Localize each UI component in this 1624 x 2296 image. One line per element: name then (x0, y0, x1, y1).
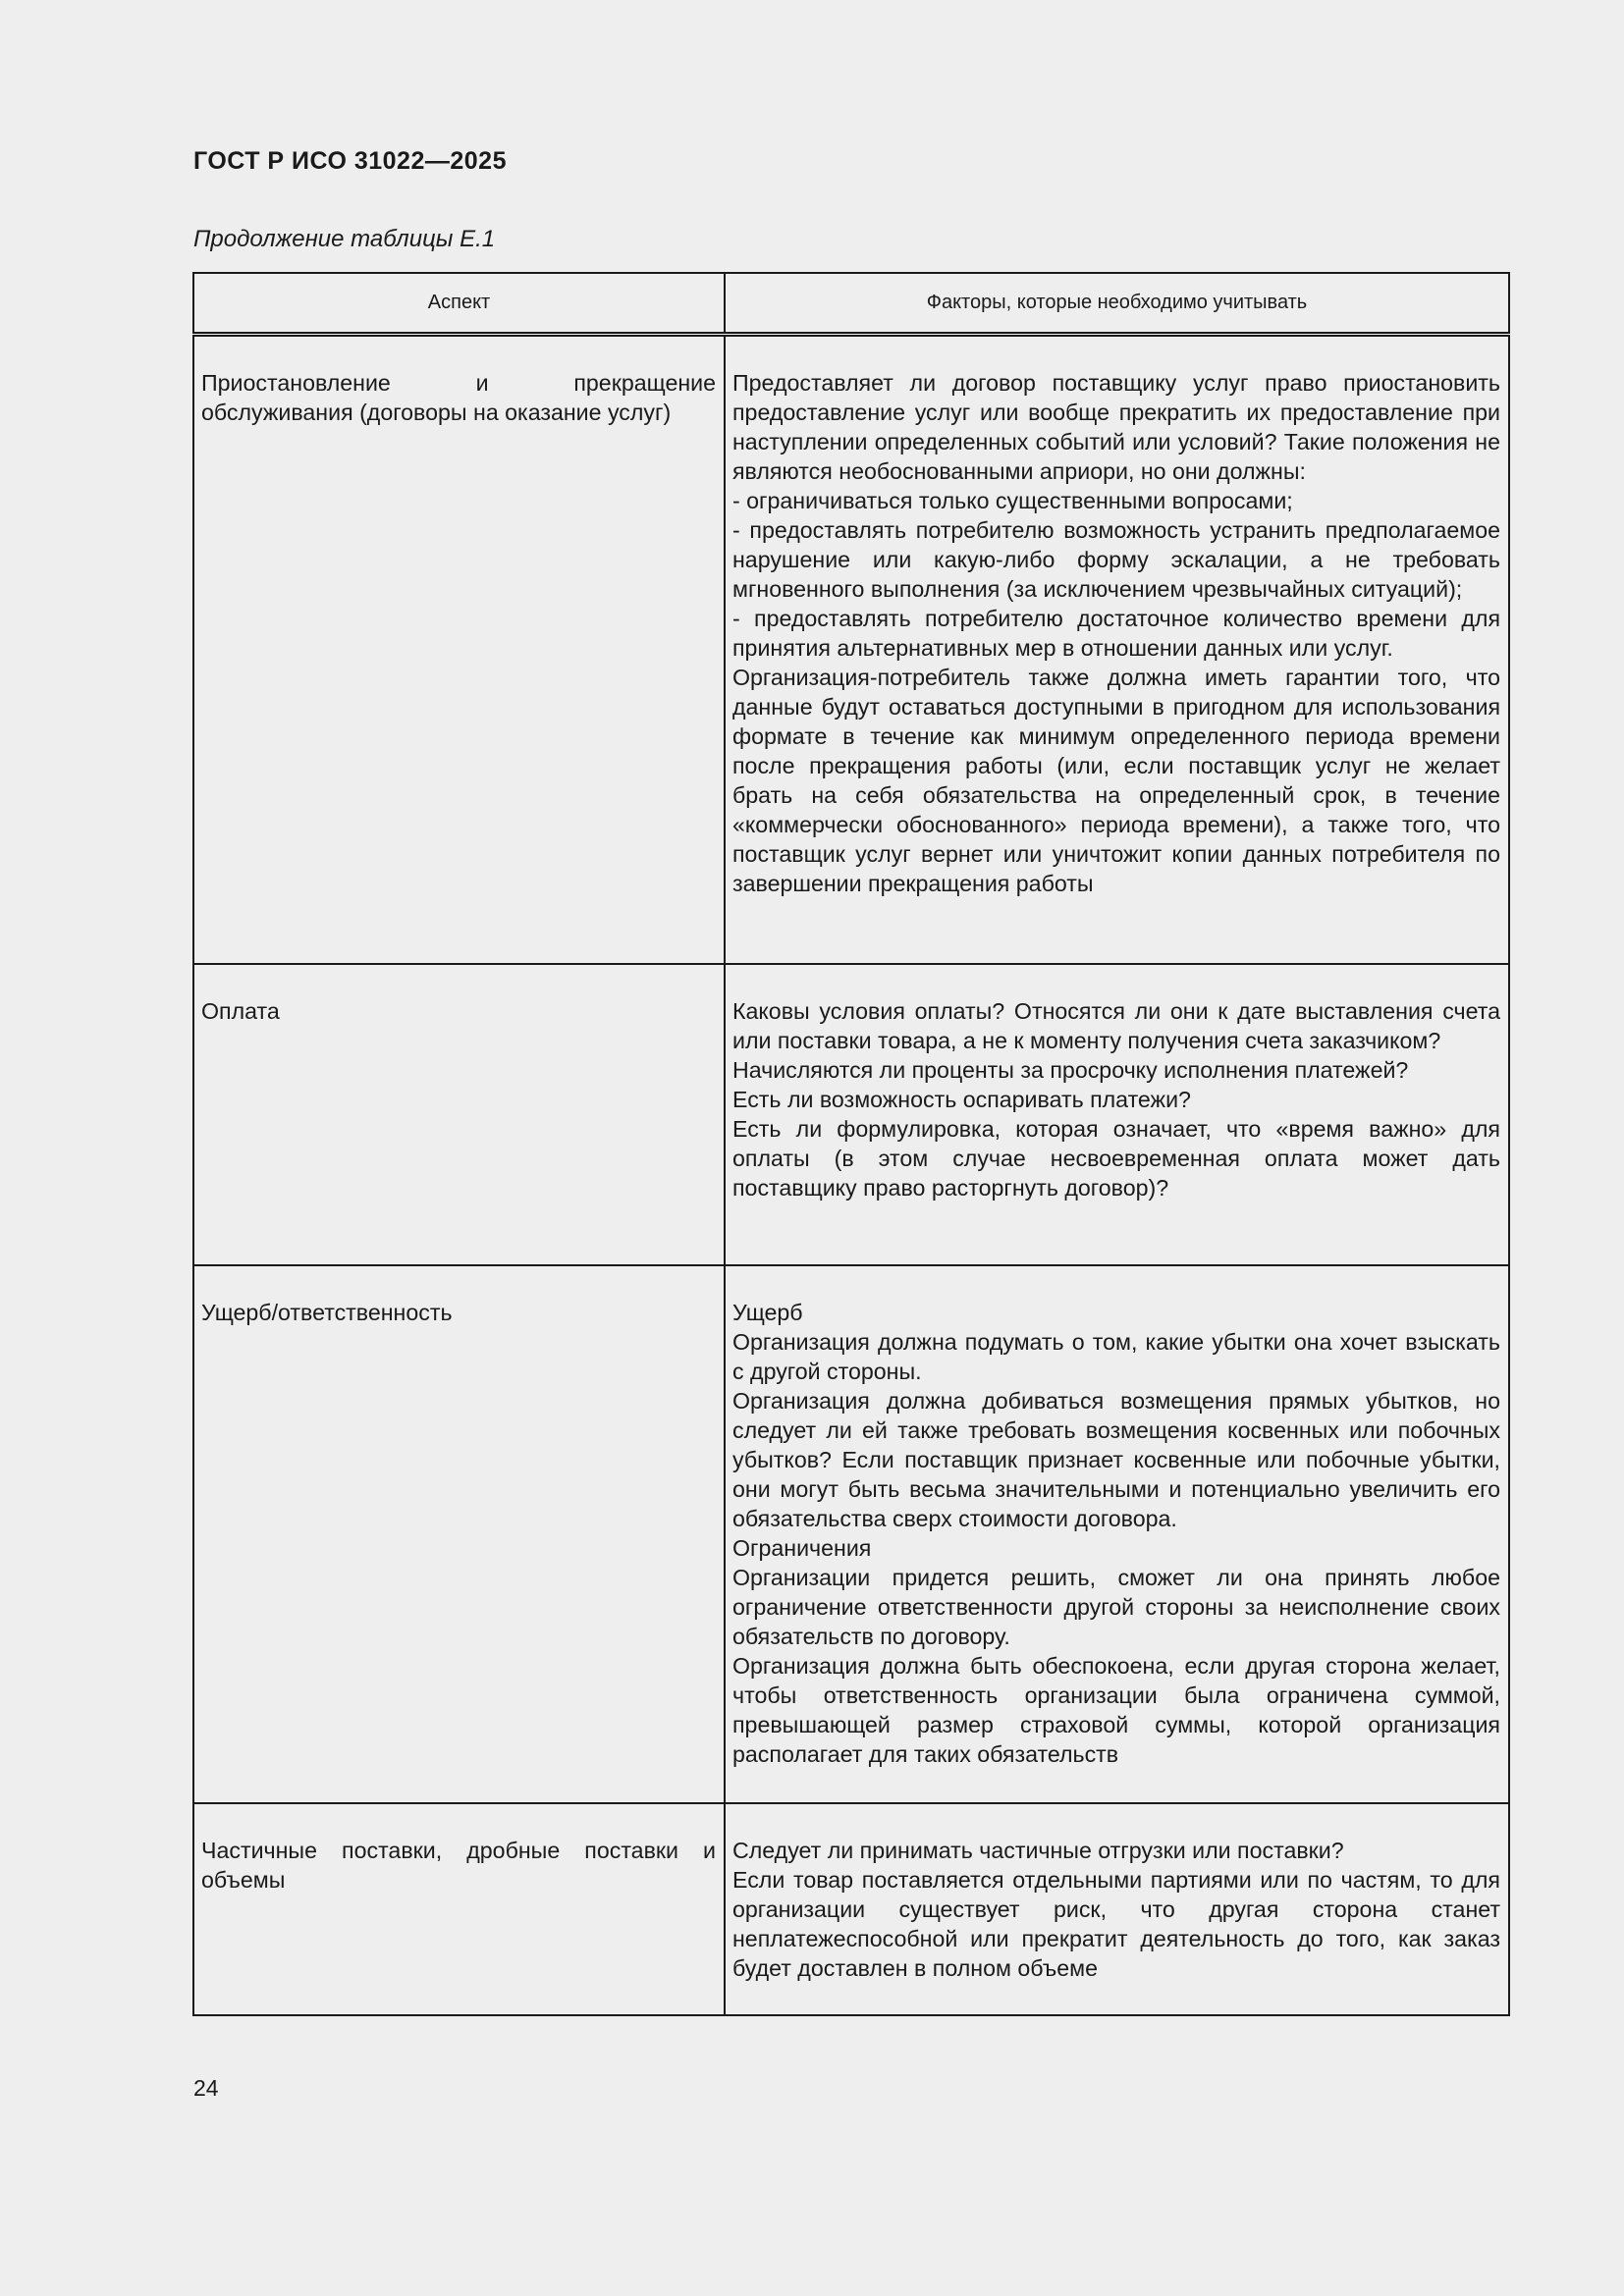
factors-table-container (192, 272, 1508, 2016)
aspect-cell (193, 964, 725, 1265)
factor-subheading: Ограничения (732, 1534, 872, 1561)
table-row (193, 964, 1509, 1265)
table-caption: Продолжение таблицы Е.1 (193, 226, 496, 252)
aspect-text: Приостановление и прекращение обслуживания (договоры на оказание услуг) (201, 370, 716, 425)
table-row (193, 1803, 1509, 2015)
factors-cell (725, 1803, 1509, 2015)
factor-paragraph: Предоставляет ли договор поставщику услуг право приостановить предоставление услуг или вообще прекратить их предоставление при наступлении определенных событий или условий? Такие положения не являются необоснованными априори, но они должны: (732, 370, 1500, 484)
factor-paragraph: Организация-потребитель также должна иметь гарантии того, что данные будут оставаться доступными в пригодном для использования формате в течение как минимум определенного периода времени после прекращения работы (или, если поставщик услуг не желает брать на себя обязательства на определенный срок, в течение «коммерчески обоснованного» периода времени), а также того, что поставщик услуг вернет или уничтожит копии данных потребителя по завершении прекращения работы (732, 665, 1500, 896)
aspect-cell (193, 1265, 725, 1803)
factors-table (192, 272, 1510, 2016)
factor-paragraph: Следует ли принимать частичные отгрузки или поставки? (732, 1837, 1344, 1863)
factor-paragraph: Организация должна добиваться возмещения прямых убытков, но следует ли ей также требовать возмещения косвенных или побочных убытков? Если поставщик признает косвенные или побочные убытки, они могут быть весьма значительными и потенциально увеличить его обязательства сверх стоимости договора. (732, 1387, 1500, 1531)
aspect-text: Оплата (201, 997, 280, 1024)
table-row (193, 1265, 1509, 1803)
factors-cell (725, 335, 1509, 964)
factor-paragraph: Если товар поставляется отдельными партиями или по частям, то для организации существует риск, что другая сторона станет неплатежеспособной или прекратит деятельность до того, как заказ будет доставлен в полном объеме (732, 1866, 1500, 1981)
factor-paragraph: Каковы условия оплаты? Относятся ли они к дате выставления счета или поставки товара, а не к моменту получения счета заказчиком? (732, 997, 1500, 1053)
factor-paragraph: Есть ли возможность оспаривать платежи? (732, 1086, 1191, 1112)
factor-paragraph: Организации придется решить, сможет ли она принять любое ограничение ответственности другой стороны за неисполнение своих обязательств по договору. (732, 1564, 1500, 1649)
aspect-cell (193, 1803, 725, 2015)
factors-cell (725, 964, 1509, 1265)
table-header-row (193, 273, 1509, 335)
factor-paragraph: Организация должна быть обеспокоена, если другая сторона желает, чтобы ответственность организации была ограничена суммой, превышающей размер страховой суммы, которой организация располагает для таких обязательств (732, 1652, 1500, 1767)
factor-paragraph: Организация должна подумать о том, какие убытки она хочет взыскать с другой стороны. (732, 1328, 1500, 1384)
factor-subheading: Ущерб (732, 1299, 803, 1325)
column-header-aspect: Аспект (193, 273, 725, 335)
page-number: 24 (193, 2075, 219, 2101)
table-row (193, 335, 1509, 964)
factors-cell (725, 1265, 1509, 1803)
aspect-text: Ущерб/ответственность (201, 1299, 453, 1325)
factor-paragraph: - ограничиваться только существенными вопросами; (732, 488, 1293, 513)
aspect-cell (193, 335, 725, 964)
aspect-text: Частичные поставки, дробные поставки и объемы (201, 1837, 716, 1893)
document-standard-title: ГОСТ Р ИСО 31022—2025 (193, 147, 507, 175)
factor-paragraph: - предоставлять потребителю достаточное количество времени для принятия альтернативных мер в отношении данных или услуг. (732, 606, 1500, 661)
column-header-factors: Факторы, которые необходимо учитывать (725, 273, 1509, 335)
factor-paragraph: - предоставлять потребителю возможность устранить предполагаемое нарушение или какую-либо форму эскалации, а не требовать мгновенного выполнения (за исключением чрезвычайных ситуаций); (732, 517, 1500, 602)
factor-paragraph: Начисляются ли проценты за просрочку исполнения платежей? (732, 1056, 1409, 1083)
factor-paragraph: Есть ли формулировка, которая означает, что «время важно» для оплаты (в этом случае несвоевременная оплата может дать поставщику право расторгнуть договор)? (732, 1115, 1500, 1201)
